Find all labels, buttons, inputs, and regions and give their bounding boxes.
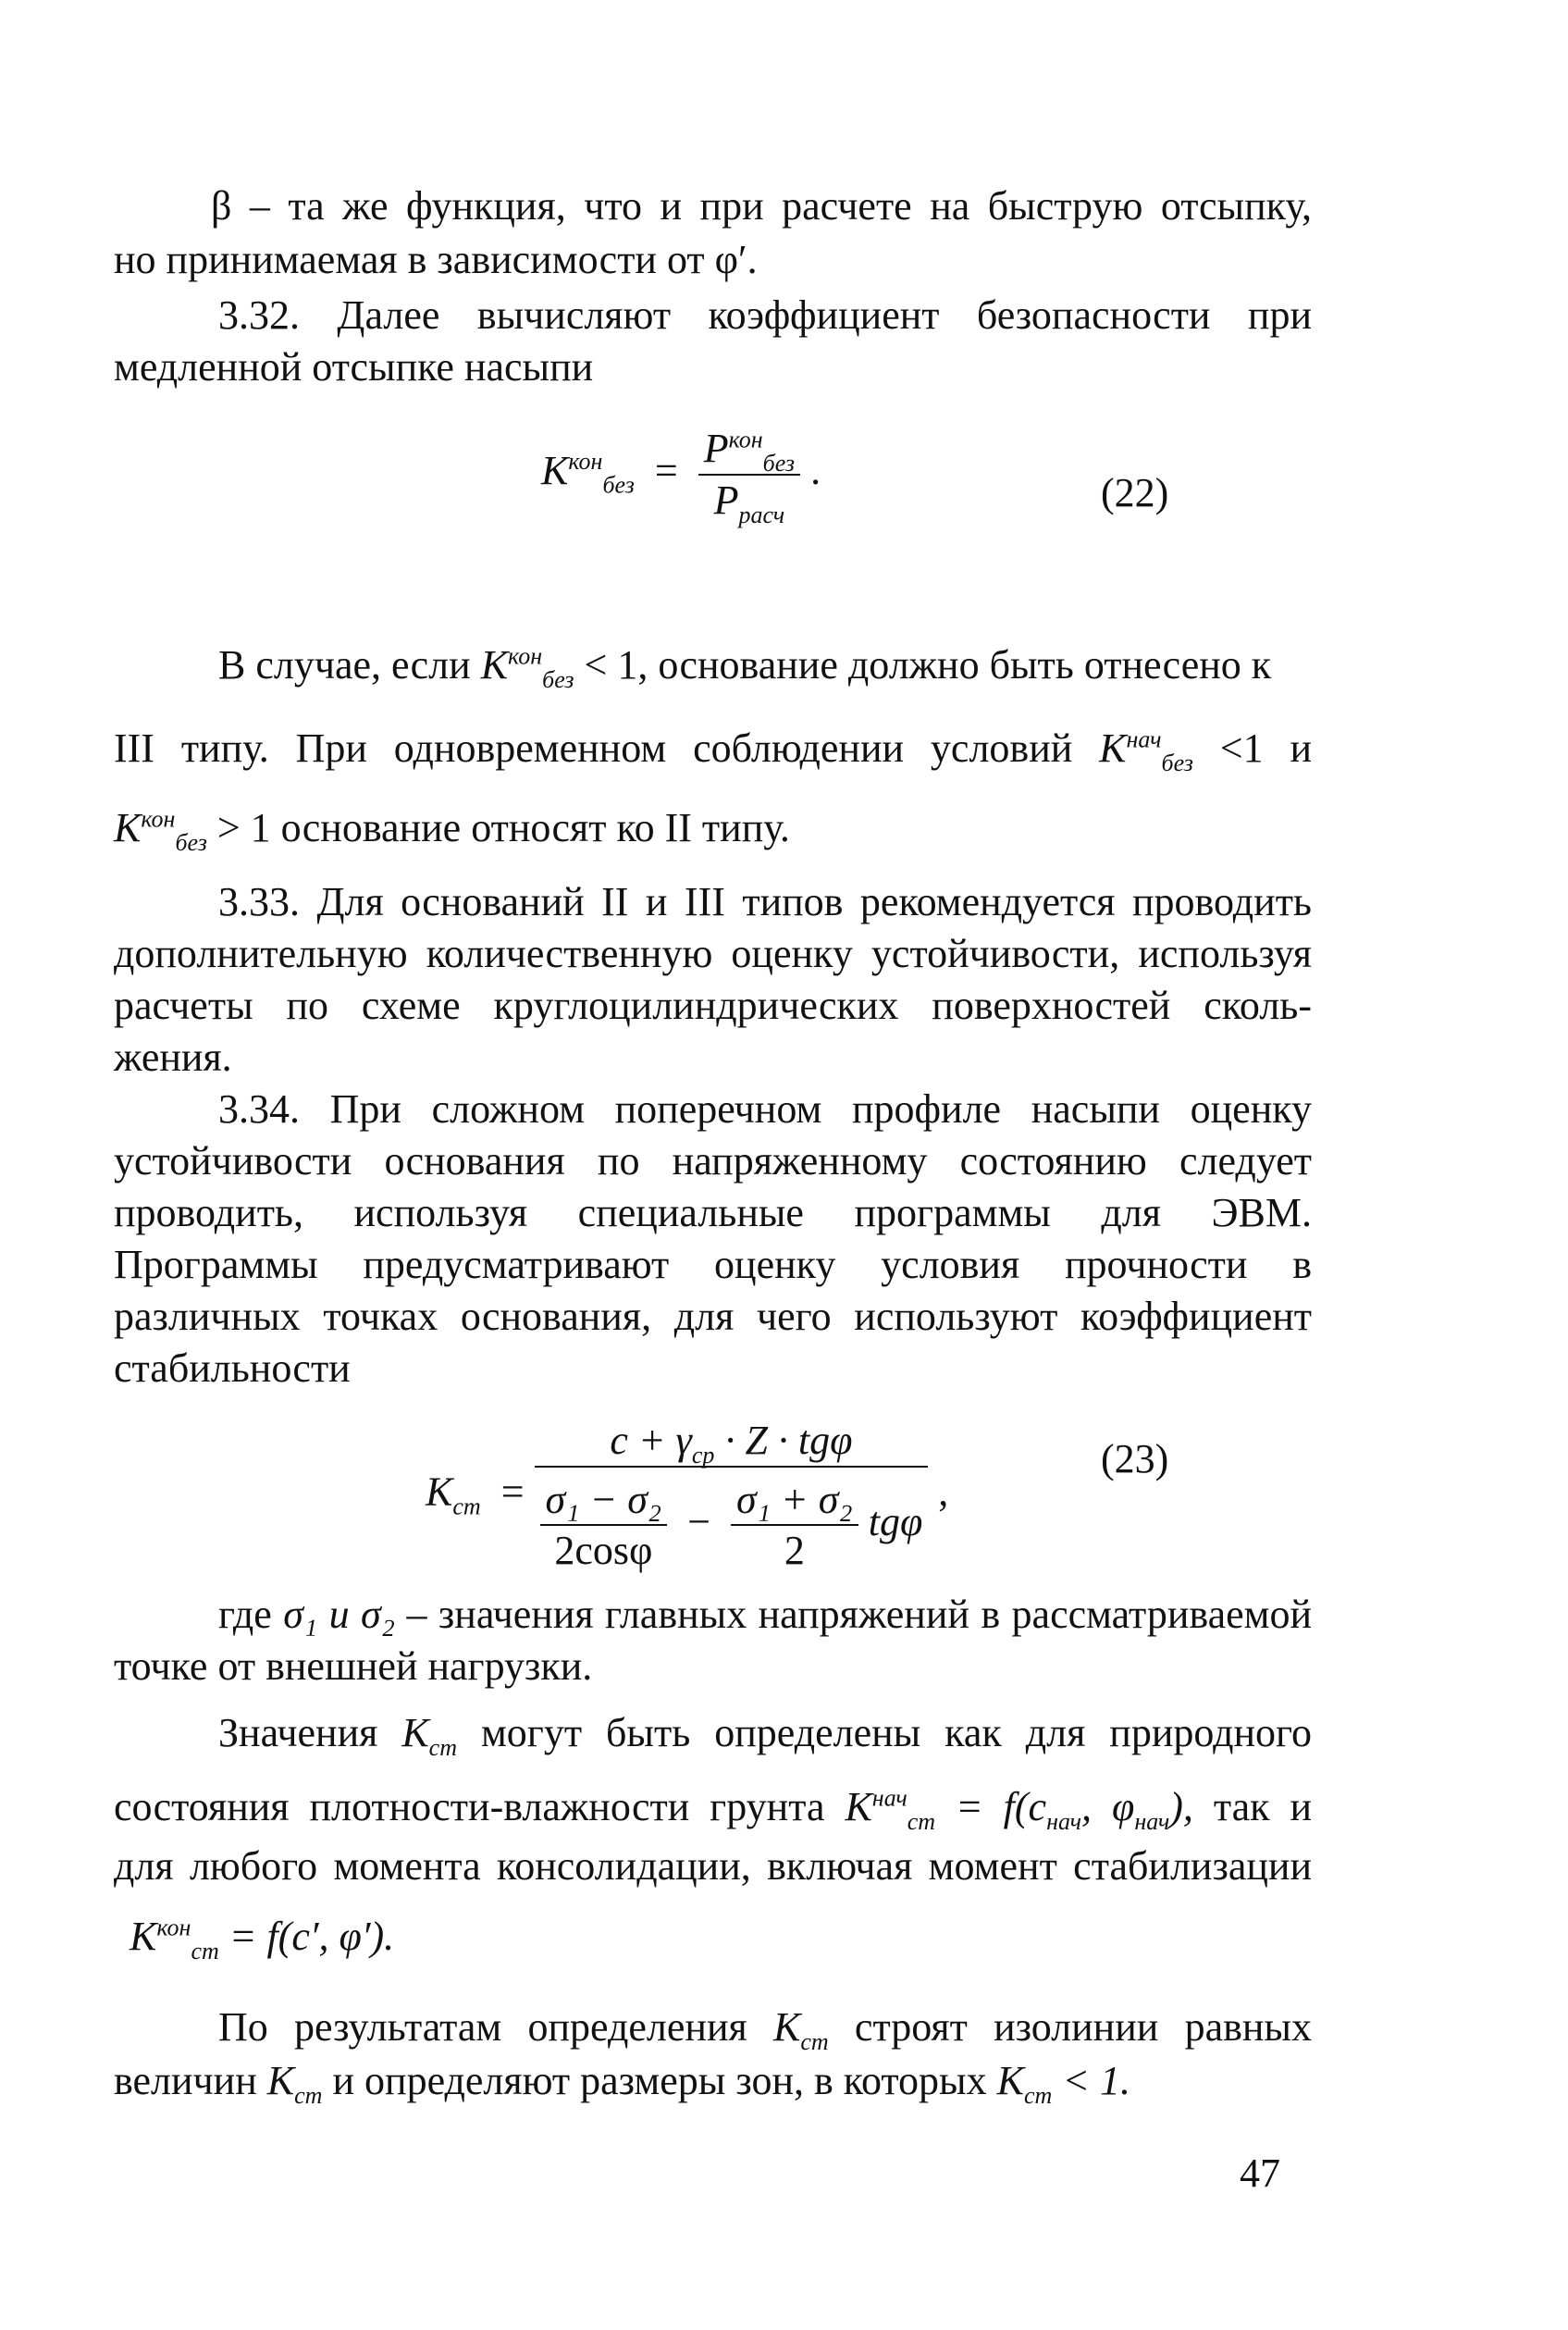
equation-23: $K_{ст}$ = $c + \gamma_{ср} \cdot Z \cdot tg\varphi$ $\frac{\text{σ₁ − σ₂}}{2\cos\varphi}$ − $\frac{\text{σ₁ + σ₂}}{2}$ tgφ , (426, 1418, 949, 1574)
text-line: где σ₁ и σ₂ – значения главных напряжений в рассматриваемой (218, 1592, 1313, 1637)
text-line: III типу. При одновременном соблюдении условий $K^{нач}_{без} <1$ и (114, 725, 1313, 776)
text-line: различных точках основания, для чего используют коэффициент (114, 1294, 1312, 1339)
text-line: но принимаемая в зависимости от φ′. (114, 237, 758, 282)
text-line: состояния плотности-влажности грунта $K^{нач}_{ст} = f(c_{нач}$, $\varphi_{нач}$), так и (114, 1784, 1313, 1835)
text-line: В случае, если $K^{кон}_{без} < 1$, основание должно быть отнесено к (218, 642, 1272, 693)
text-line: Значения $K_{ст}$ могут быть определены как для природного (218, 1710, 1312, 1761)
text-line: $K^{кон}_{ст} = f(c'$, φ′). (130, 1914, 395, 1964)
text-line: точке от внешней нагрузки. (114, 1643, 593, 1689)
equation-number: (22) (1101, 470, 1169, 515)
text-line: 3.32. Далее вычисляют коэффициент безопасности при (218, 292, 1312, 338)
text-line: медленной отсыпке насыпи (114, 344, 594, 390)
text-line: стабильности (114, 1345, 351, 1391)
text-line: 3.34. При сложном поперечном профиле насыпи оценку (218, 1086, 1312, 1132)
equation-22: $K^{кон}_{без}$ = $\frac{P^{кон}_{без}}{P_{расч}}$ . (541, 426, 821, 528)
text-line: устойчивости основания по напряженному состоянию следует (114, 1138, 1312, 1184)
text-line: жения. (114, 1035, 232, 1080)
text-line: Программы предусматривают оценку условия прочности в (114, 1242, 1312, 1287)
text-line: дополнительную количественную оценку устойчивости, используя (114, 931, 1312, 976)
text-line: 3.33. Для оснований II и III типов рекомендуется проводить (218, 879, 1312, 924)
text-line: $K^{кон}_{без} > 1$ основание относят ко II типу. (114, 805, 790, 856)
text-line: для любого момента консолидации, включая момент стабилизации (114, 1843, 1312, 1889)
text-line: β – та же функция, что и при расчете на быструю отсыпку, (211, 183, 1312, 229)
text-line: расчеты по схеме круглоцилиндрических поверхностей сколь- (114, 983, 1312, 1028)
equation-number: (23) (1101, 1436, 1169, 1481)
text-line: проводить, используя специальные программы для ЭВМ. (114, 1190, 1312, 1235)
page-number: 47 (1240, 2150, 1280, 2196)
text-line: величин $K_{ст}$ и определяют размеры зон, в которых $K_{ст} < 1$. (114, 2058, 1130, 2109)
text-line: По результатам определения $K_{ст}$ строят изолинии равных (218, 2004, 1312, 2055)
